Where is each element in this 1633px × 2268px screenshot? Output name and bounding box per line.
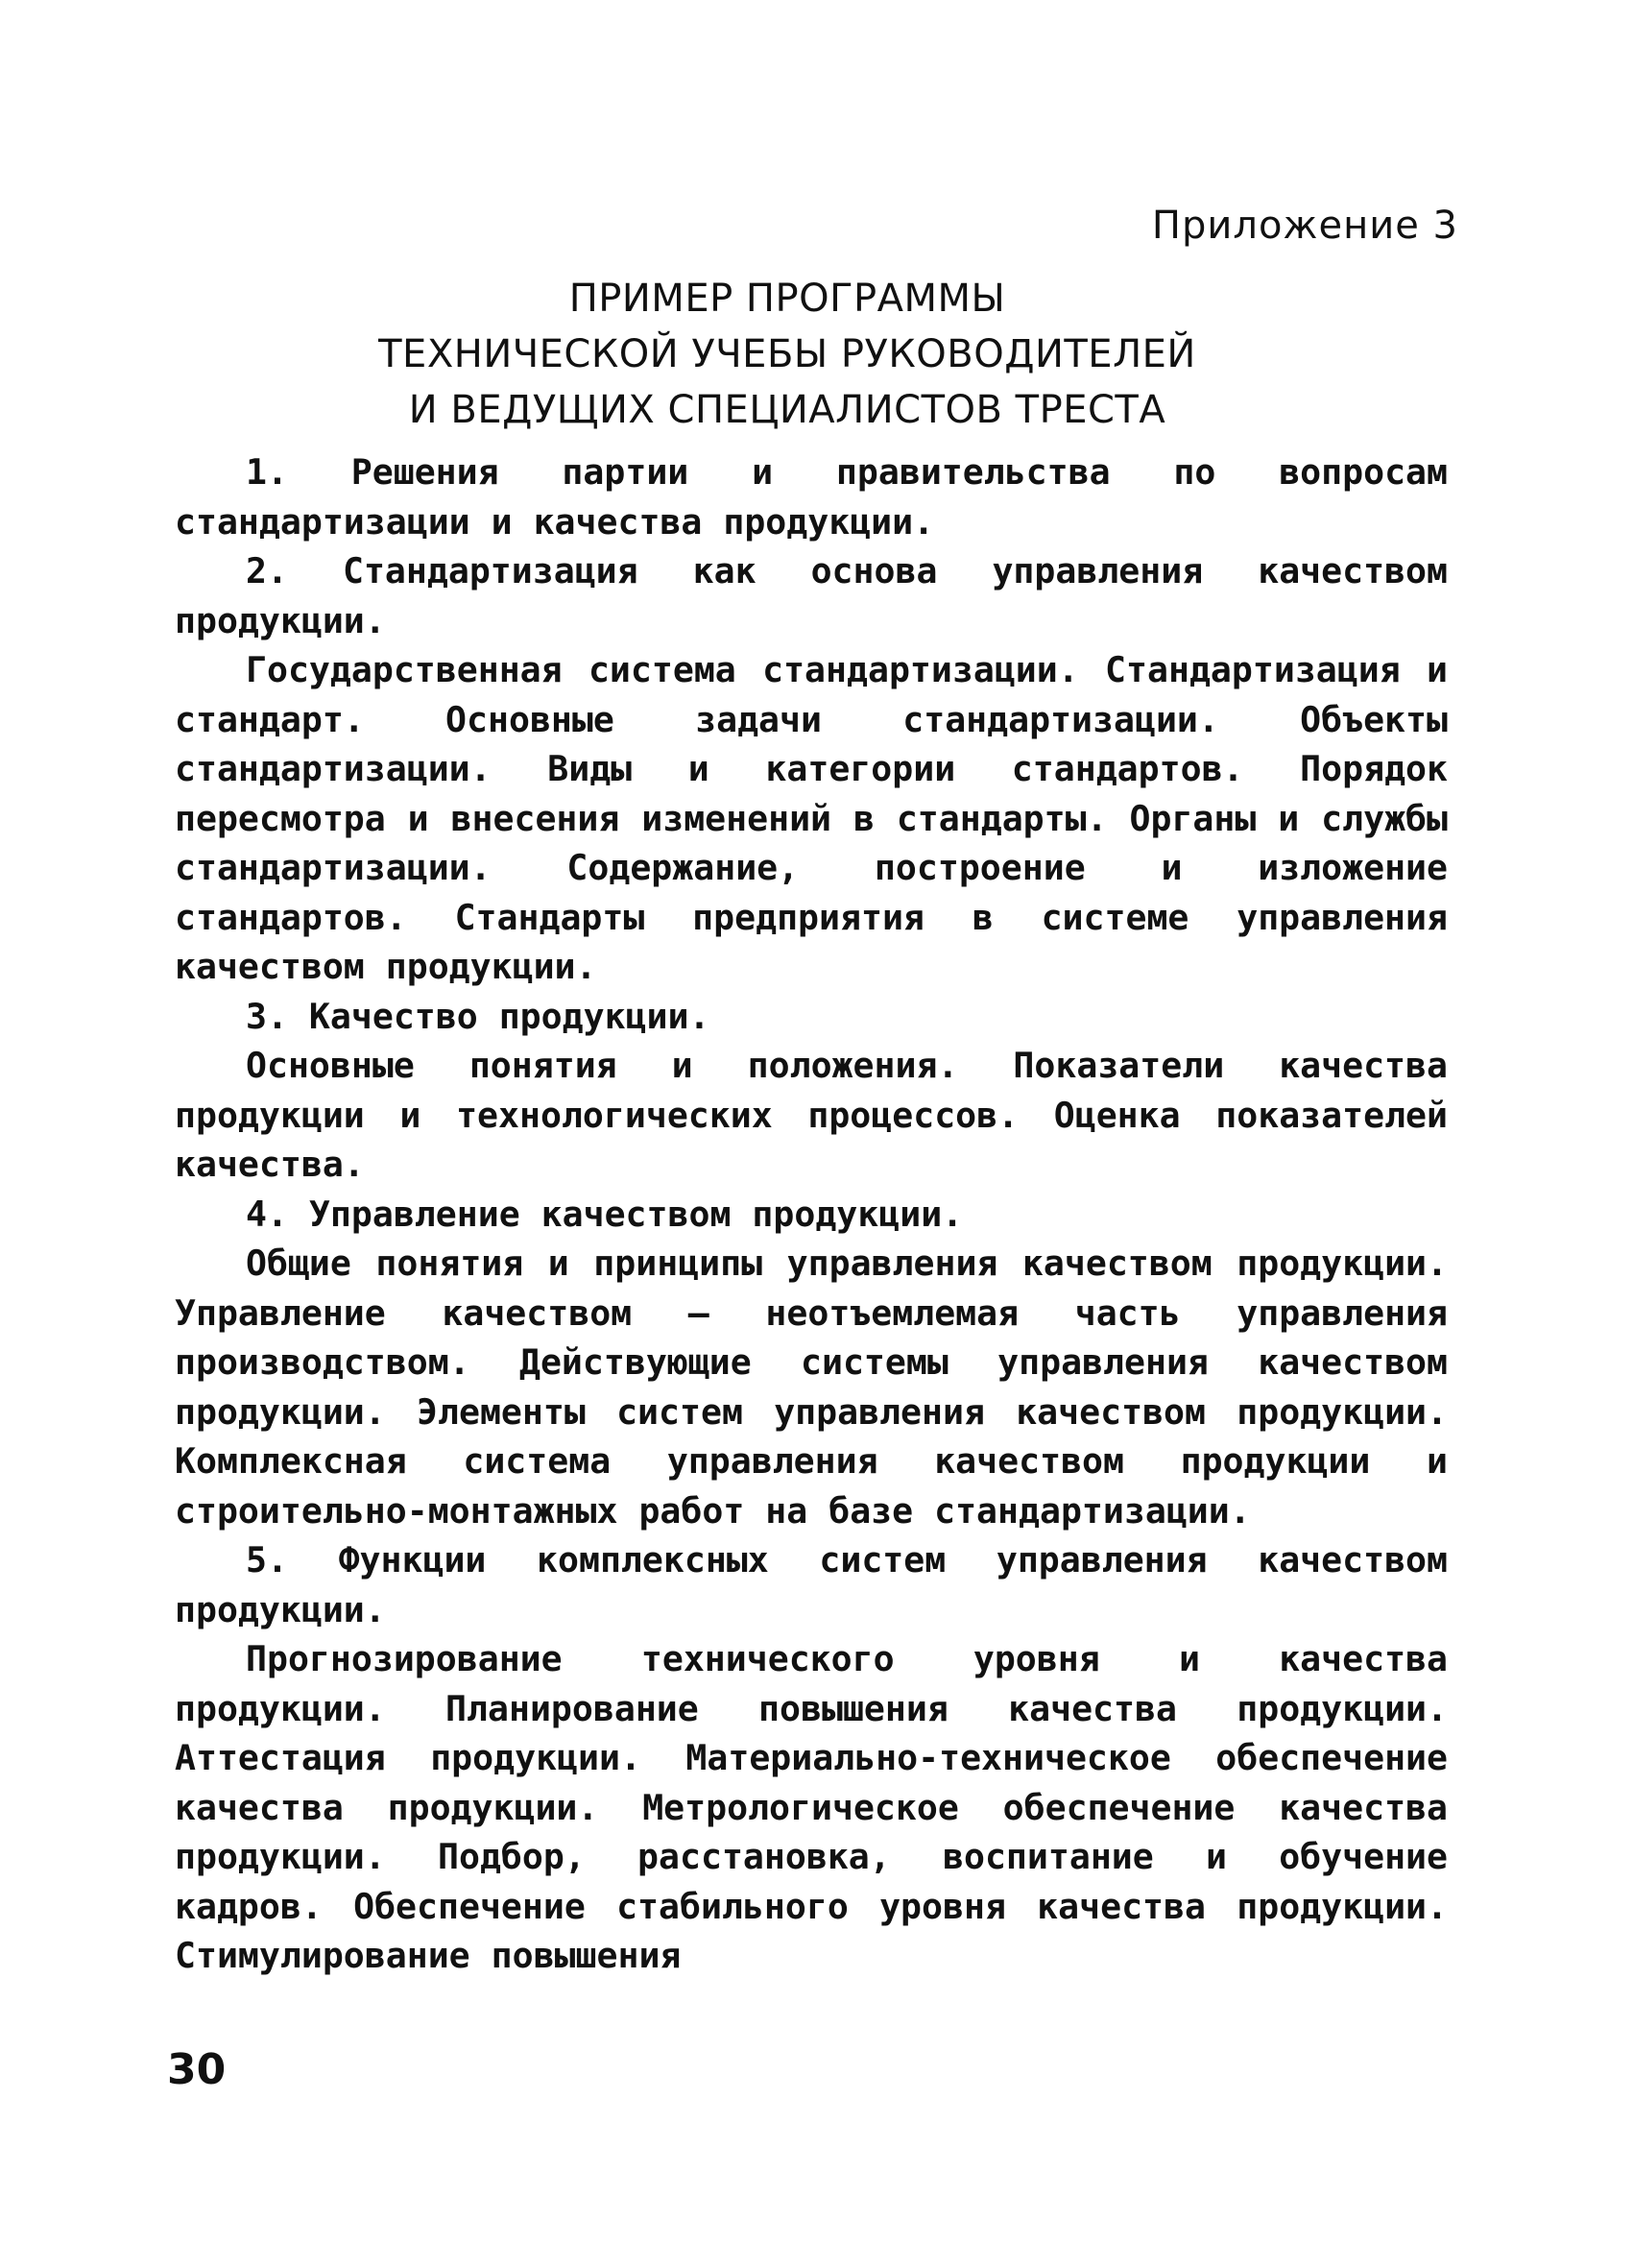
title-line-3: И ВЕДУЩИХ СПЕЦИАЛИСТОВ ТРЕСТА: [408, 388, 1166, 432]
page-number: 30: [167, 2045, 227, 2094]
paragraph-standardization-system: Государственная система стандартизации. Стандартизация и стандарт. Основные задачи стандартизации. Объекты стандартизации. Виды и категории стандартов. Порядок пересмотра и внесения изменений в стандарты. Органы и службы стандартизации. Содержание, построение и изложение стандартов. Стандарты предприятия в системе управления качеством продукции.: [175, 649, 1448, 987]
paragraph-item-4: 4. Управление качеством продукции.: [246, 1193, 964, 1235]
paragraph-quality-functions: Прогнозирование технического уровня и качества продукции. Планирование повышения качества продукции. Аттестация продукции. Материально-техническое обеспечение качества продукции. Метрологическое обеспечение качества продукции. Подбор, расстановка, воспитание и обучение кадров. Обеспечение стабильного уровня качества продукции. Стимулирование повышения: [175, 1638, 1448, 1976]
document-body: [175, 447, 1448, 1981]
paragraph-item-1: 1. Решения партии и правительства по вопросам стандартизации и качества продукции.: [175, 451, 1448, 543]
appendix-label: Приложение 3: [1151, 204, 1458, 248]
title-line-1: ПРИМЕР ПРОГРАММЫ: [568, 277, 1006, 321]
paragraph-item-3: 3. Качество продукции.: [246, 995, 710, 1037]
document-title: [192, 271, 1382, 438]
paragraph-quality-concepts: Основные понятия и положения. Показатели качества продукции и технологических процессов. Оценка показателей качества.: [175, 1045, 1448, 1185]
paragraph-quality-management: Общие понятия и принципы управления качеством продукции. Управление качеством – неотъемлемая часть управления производством. Действующие системы управления качеством продукции. Элементы систем управления качеством продукции. Комплексная система управления качеством продукции и строительно-монтажных работ на базе стандартизации.: [175, 1243, 1448, 1532]
paragraph-item-2: 2. Стандартизация как основа управления качеством продукции.: [175, 550, 1448, 641]
paragraph-item-5: 5. Функции комплексных систем управления качеством продукции.: [175, 1539, 1448, 1630]
title-line-2: ТЕХНИЧЕСКОЙ УЧЕБЫ РУКОВОДИТЕЛЕЙ: [378, 332, 1196, 376]
